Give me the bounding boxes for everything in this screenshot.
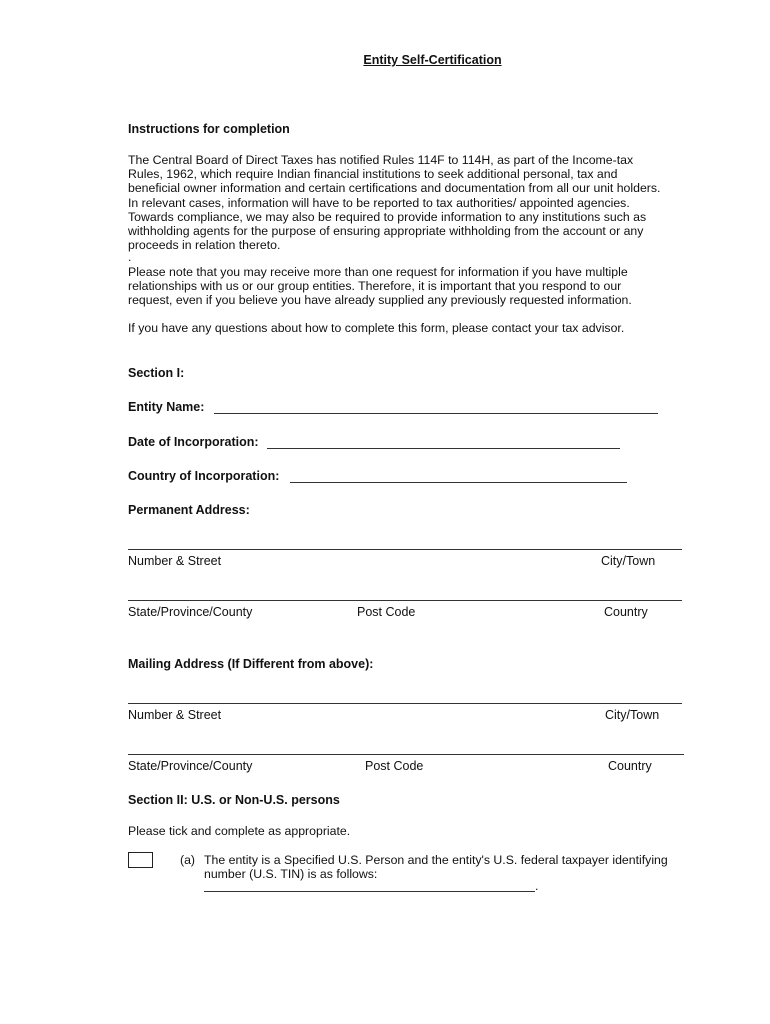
text-line: beneficial owner information and certain certifications and documentation from all our unit holders. xyxy=(128,181,661,196)
text-line: request, even if you believe you have already supplied any previously requested information. xyxy=(128,293,632,308)
document-title: Entity Self-Certification xyxy=(363,53,502,67)
item-a-label: (a) xyxy=(180,853,196,867)
entity-name-label: Entity Name: xyxy=(128,400,205,414)
text-line: withholding agents for the purpose of ensuring appropriate withholding from the account or any xyxy=(128,224,644,239)
number-street-label: Number & Street xyxy=(128,554,222,568)
city-town-label: City/Town xyxy=(605,708,660,722)
text-line: The Central Board of Direct Taxes has notified Rules 114F to 114H, as part of the Income-tax xyxy=(128,153,634,167)
us-person-checkbox[interactable] xyxy=(128,852,153,868)
us-tin-field[interactable] xyxy=(204,891,535,892)
state-province-county-label: State/Province/County xyxy=(128,605,253,619)
section-2-heading: Section II: U.S. or Non-U.S. persons xyxy=(128,793,340,807)
text-line: proceeds in relation thereto. xyxy=(128,238,281,253)
text-line: . xyxy=(128,250,132,265)
item-a-text xyxy=(204,853,668,881)
entity-name-field[interactable] xyxy=(214,413,658,414)
permanent-address-line-1-field[interactable] xyxy=(128,549,682,550)
number-street-label: Number & Street xyxy=(128,708,222,722)
post-code-label: Post Code xyxy=(357,605,416,619)
city-town-label: City/Town xyxy=(601,554,656,568)
mailing-address-line-2-field[interactable] xyxy=(128,754,684,755)
mailing-address-line-1-field[interactable] xyxy=(128,703,682,704)
us-tin-period: . xyxy=(535,879,539,893)
section-2-instruction: Please tick and complete as appropriate. xyxy=(128,824,351,838)
instructions-paragraph-1 xyxy=(128,153,660,263)
text-line: Rules, 1962, which require Indian financial institutions to seek additional personal, tax and xyxy=(128,167,618,182)
state-province-county-label: State/Province/County xyxy=(128,759,253,773)
instructions-paragraph-3: If you have any questions about how to complete this form, please contact your tax advisor. xyxy=(128,321,625,335)
country-of-incorporation-field[interactable] xyxy=(290,482,627,483)
country-label: Country xyxy=(608,759,652,773)
permanent-address-line-2-field[interactable] xyxy=(128,600,682,601)
text-line: number (U.S. TIN) is as follows: xyxy=(204,867,378,882)
text-line: In relevant cases, information will have to be reported to tax authorities/ appointed agencies. xyxy=(128,195,630,210)
text-line: relationships with us or our group entities. Therefore, it is important that you respond to our xyxy=(128,279,622,294)
mailing-address-heading: Mailing Address (If Different from above): xyxy=(128,657,374,671)
text-line: Please note that you may receive more than one request for information if you have multiple xyxy=(128,265,628,279)
country-label: Country xyxy=(604,605,648,619)
permanent-address-heading: Permanent Address: xyxy=(128,503,250,517)
text-line: The entity is a Specified U.S. Person and the entity's U.S. federal taxpayer identifying xyxy=(204,853,668,867)
instructions-heading: Instructions for completion xyxy=(128,122,290,136)
instructions-paragraph-2 xyxy=(128,265,632,308)
date-of-incorporation-label: Date of Incorporation: xyxy=(128,435,259,449)
section-1-heading: Section I: xyxy=(128,366,185,380)
post-code-label: Post Code xyxy=(365,759,424,773)
date-of-incorporation-field[interactable] xyxy=(267,448,620,449)
country-of-incorporation-label: Country of Incorporation: xyxy=(128,469,280,483)
text-line: Towards compliance, we may also be required to provide information to any institutions such as xyxy=(128,209,647,224)
